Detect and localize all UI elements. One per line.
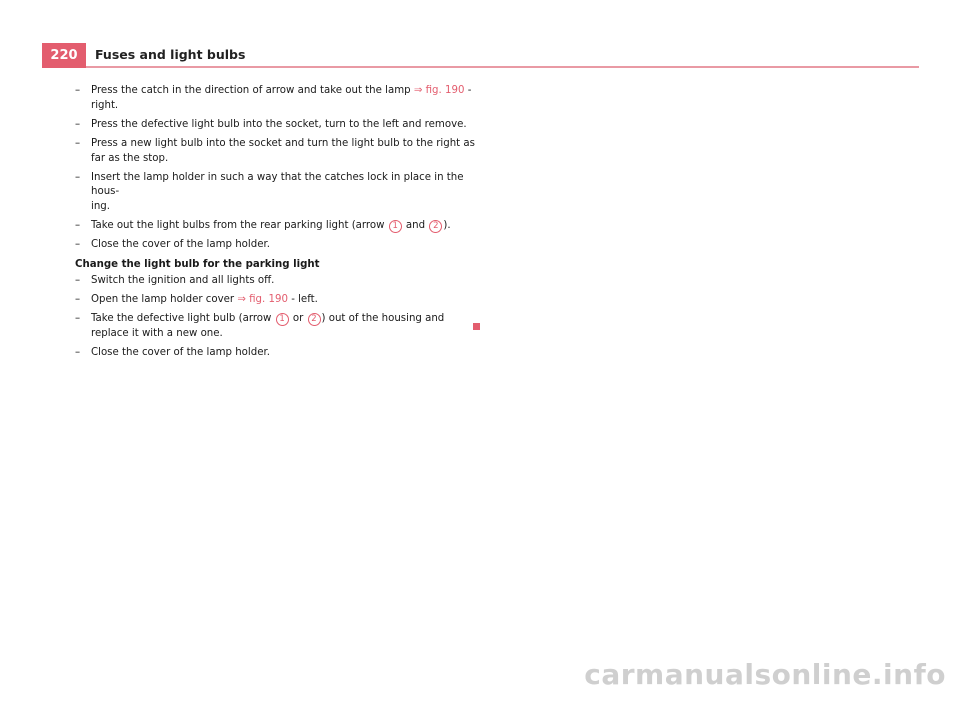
arrow-callout-2: 2 <box>308 313 321 326</box>
list-item <box>75 219 475 234</box>
item-text: Insert the lamp holder in such a way that the catches lock in place in the hous- ing. <box>91 171 464 212</box>
dash-bullet: – <box>75 220 81 232</box>
list-item <box>75 293 475 308</box>
item-text: or <box>289 313 307 325</box>
list-item <box>75 118 475 133</box>
item-text: Press the defective light bulb into the socket, turn to the left and remove. <box>91 118 467 130</box>
item-text: Close the cover of the lamp holder. <box>91 239 270 251</box>
dash-bullet: – <box>75 239 81 251</box>
page-number: 220 <box>42 43 86 68</box>
watermark: carmanualsonline.info <box>584 658 946 691</box>
item-text: - right. <box>91 85 472 111</box>
list-item <box>75 238 475 253</box>
list-item <box>75 84 475 113</box>
list-item <box>75 346 475 361</box>
figure-reference-link[interactable]: ⇒ fig. 190 <box>237 294 288 306</box>
dash-bullet: – <box>75 137 81 149</box>
item-text: and <box>402 220 429 232</box>
dash-bullet: – <box>75 85 81 96</box>
list-item <box>75 312 475 341</box>
content <box>75 84 475 365</box>
dash-bullet: – <box>75 347 81 359</box>
figure-reference-link[interactable]: ⇒ fig. 190 <box>413 85 465 96</box>
item-text: Take the defective light bulb (arrow <box>91 313 275 325</box>
dash-bullet: – <box>75 313 81 325</box>
item-text: ). <box>443 220 451 232</box>
header-rule <box>86 66 919 68</box>
item-text: Open the lamp holder cover <box>91 294 238 306</box>
list-item <box>75 137 475 166</box>
section-end-square-icon <box>473 323 480 330</box>
item-text: - left. <box>287 294 318 306</box>
arrow-callout-2: 2 <box>429 220 442 233</box>
subheading: Change the light bulb for the parking light <box>75 258 320 270</box>
arrow-callout-1: 1 <box>276 313 289 326</box>
dash-bullet: – <box>75 294 81 306</box>
arrow-callout-1: 1 <box>389 220 402 233</box>
item-text: Take out the light bulbs from the rear parking light (arrow <box>91 220 388 232</box>
section-title: Fuses and light bulbs <box>95 47 246 62</box>
item-text: Switch the ignition and all lights off. <box>91 275 275 286</box>
dash-bullet: – <box>75 171 81 183</box>
list-item <box>75 171 475 215</box>
dash-bullet: – <box>75 275 81 286</box>
item-text: Press the catch in the direction of arrow and take out the lamp <box>91 85 414 96</box>
item-text: Close the cover of the lamp holder. <box>91 347 270 359</box>
page-header <box>42 43 919 68</box>
dash-bullet: – <box>75 118 81 130</box>
list-item <box>75 274 475 289</box>
item-text: ) out of the housing and replace it with a new one. <box>91 313 445 339</box>
item-text: Press a new light bulb into the socket and turn the light bulb to the right as far as the stop. <box>91 137 475 164</box>
